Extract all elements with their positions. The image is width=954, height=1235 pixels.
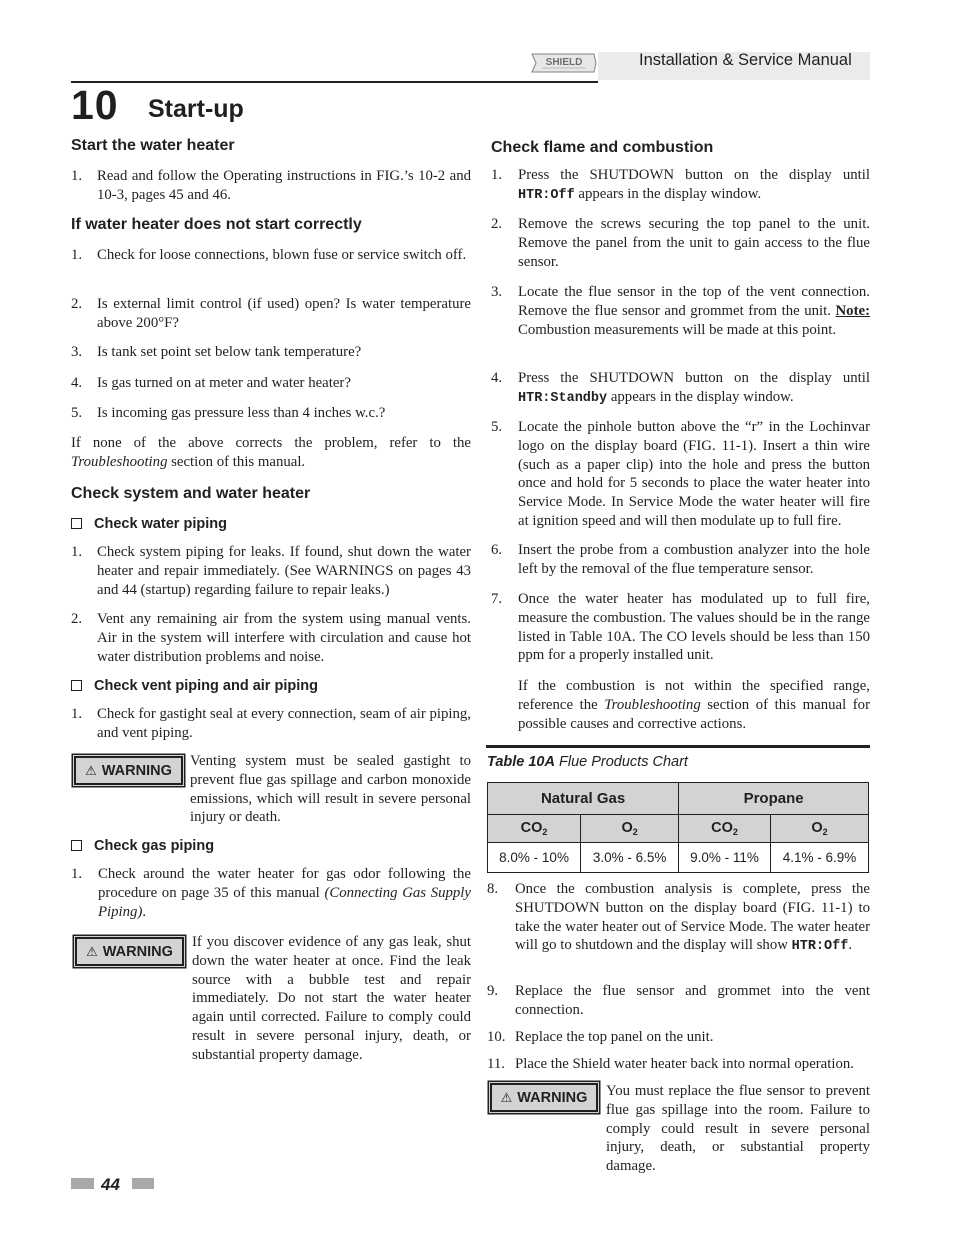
item-text: Insert the probe from a combustion analyzer into the hole left by the removal of the flue temperature sensor. [518,542,870,577]
item-text: Is incoming gas pressure less than 4 inches w.c.? [97,405,386,421]
item-number: 6. [491,542,503,558]
table-rule [486,745,870,748]
item-text: Is external limit control (if used) open? Is water temperature above 200°F? [97,296,471,331]
item-number: 1. [71,168,83,184]
item-number: 1. [491,167,503,183]
item-number: 2. [71,611,83,627]
checkbox-icon [71,518,82,529]
table-sub-header: $CO_2$ [488,815,581,843]
item-number: 3. [491,284,503,300]
checkbox-icon [71,680,82,691]
item-text: Press the SHUTDOWN button on the display until HTR:Standby appears in the display window. [518,370,870,406]
item-text: Press the SHUTDOWN button on the display until HTR:Off appears in the display window. [518,167,870,203]
item-text: Once the combustion analysis is complete, press the SHUTDOWN button on the display board (FIG. 11-1) to take the water heater out of Service Mode. The water heater will go to shutdown and the display will show HTR:Off. [515,881,870,955]
item-text: Check around the water heater for gas odor following the procedure on page 35 of this manual (Connecting Gas Supply Piping). [98,866,471,920]
item-number: 1. [71,706,83,722]
item-text: Check for gastight seal at every connection, seam of air piping, and vent piping. [97,706,471,741]
item-number: 5. [491,419,503,435]
warning-text: Venting system must be sealed gastight to prevent flue gas spillage and carbon monoxide emissions, which will result in severe personal injury or death. [190,753,471,826]
display-code: HTR:Standby [518,390,608,406]
nostart-heading: If water heater does not start correctly [71,216,362,233]
chapter-title: Start-up [148,95,244,123]
item-number: 1. [71,544,83,560]
flame-heading: Check flame and combustion [491,139,714,156]
warning-triangle-icon: ⚠ [500,1089,513,1105]
item-number: 7. [491,591,503,607]
shield-logo [530,52,598,74]
item-number: 10. [487,1029,506,1045]
item-number: 1. [71,247,83,263]
page-number: 44 [101,1175,120,1194]
table-group-header: Propane [679,783,869,815]
item-text: Vent any remaining air from the system using manual vents. Air in the system will interfere with circulation and cause hot water distribution problems and noise. [97,611,471,665]
table-cell: 8.0% - 10% [488,843,581,873]
item-text: Is gas turned on at meter and water heater? [97,375,351,391]
warning-triangle-icon: ⚠ [85,762,97,778]
troubleshooting-note: If none of the above corrects the problem, refer to the Troubleshooting section of this manual. [71,435,471,470]
table-group-header: Natural Gas [488,783,679,815]
table-cell: 9.0% - 11% [679,843,771,873]
item-number: 1. [71,866,83,882]
warning-badge: ⚠ WARNING [75,937,184,966]
item-text: Remove the screws securing the top panel to the unit. Remove the panel from the unit to gain access to the flue sensor. [518,216,870,270]
manual-title: Installation & Service Manual [639,51,852,69]
item-number: 11. [487,1056,505,1072]
table-sub-header: $O_2$ [581,815,679,843]
item-number: 2. [71,296,83,312]
gas-piping-heading: Check gas piping [71,838,214,854]
item-text: Locate the pinhole button above the “r” in the Lochinvar logo on the display board (FIG. 11-1). Insert a thin wire (such as a paper clip) into the hole and press the button once and hold for 5 seconds to place the water heater into Service Mode. In Service Mode the water heater will fire at ignition speed and will then modulate up to full fire. [518,419,870,529]
table-sub-header: $O_2$ [770,815,868,843]
warning-badge: ⚠ WARNING [490,1083,598,1112]
checkbox-icon [71,840,82,851]
item-number: 5. [71,405,83,421]
display-code: HTR:Off [518,187,575,203]
item-number: 4. [71,375,83,391]
item-text: Replace the flue sensor and grommet into the vent connection. [515,983,870,1018]
water-piping-heading: Check water piping [71,516,227,532]
item-number: 9. [487,983,499,999]
chapter-number: 10 [71,82,119,128]
warning-text: You must replace the flue sensor to prevent flue gas spillage into the room. Failure to comply could result in severe personal injury, death, or substantial property damage. [606,1083,870,1175]
table-cell: 4.1% - 6.9% [770,843,868,873]
footer-bar [71,1178,94,1189]
item-number: 4. [491,370,503,386]
combustion-note: If the combustion is not within the specified range, reference the Troubleshooting section of this manual for possible causes and corrective actions. [518,678,871,732]
note-label: Note: [835,302,870,319]
table-caption: Table 10A Flue Products Chart [487,754,688,770]
table-cell: 3.0% - 6.5% [581,843,679,873]
item-text: Locate the flue sensor in the top of the vent connection. Remove the flue sensor and grommet from the unit. Note: Combustion measurements will be made at this point. [518,284,870,338]
flue-products-table [487,782,869,873]
start-heading: Start the water heater [71,137,235,154]
table-sub-header: $CO_2$ [679,815,771,843]
vent-piping-heading: Check vent piping and air piping [71,678,318,694]
display-code: HTR:Off [791,939,849,955]
warning-triangle-icon: ⚠ [86,943,98,959]
footer-bar [132,1178,154,1189]
item-number: 2. [491,216,503,232]
item-text: Check for loose connections, blown fuse or service switch off. [97,247,467,263]
item-number: 3. [71,344,83,360]
item-text: Once the water heater has modulated up to full fire, measure the combustion. The values should be in the range listed in Table 10A. The CO levels should be less than 150 ppm for a properly installed unit. [518,591,870,664]
warning-text: If you discover evidence of any gas leak, shut down the water heater at once. Find the leak source with a bubble test and repair immediately. Do not start the water heater again until corrected. Failure to comply could result in severe personal injury, death, or substantial property damage. [192,934,471,1063]
item-text: Is tank set point set below tank temperature? [97,344,362,360]
item-text: Check system piping for leaks. If found, shut down the water heater and repair immediately. (See WARNINGS on pages 43 and 44 (startup) regarding failure to repair leaks.) [97,544,471,598]
logo-text: SHIELD [545,57,583,68]
item-text: Read and follow the Operating instructions in FIG.’s 10-2 and 10-3, pages 45 and 46. [97,168,471,203]
item-text: Replace the top panel on the unit. [515,1029,714,1045]
header-rule [71,81,598,83]
item-text: Place the Shield water heater back into normal operation. [515,1056,854,1072]
warning-badge: ⚠ WARNING [74,756,183,785]
system-heading: Check system and water heater [71,485,311,502]
item-number: 8. [487,881,499,897]
